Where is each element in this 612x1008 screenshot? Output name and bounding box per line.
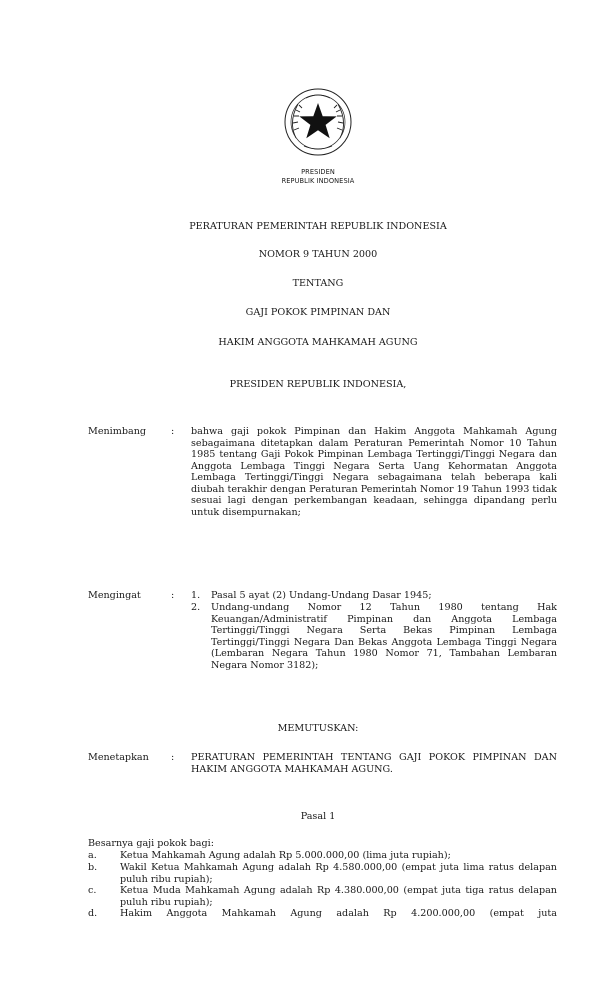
mengingat-item-2-text: Undang-undang Nomor 12 Tahun 1980 tentang Hak Keuangan/Administratif Pimpinan dan Anggota Lembaga Tertinggi/Tinggi Negara Serta Bekas Pimpinan Lembaga Tertinggi/Tinggi Negara Dan Bekas Anggota Lembaga Tinggi Negara (Lembaran Negara Tahun 1980 Nomor 71, Tambahan Lembaran Negara Nomor 3182); xyxy=(211,602,557,671)
title-line-4: GAJI POKOK PIMPINAN DAN xyxy=(245,307,391,318)
mengingat-item-2-marker: 2. xyxy=(191,602,201,613)
title-line-2: NOMOR 9 TAHUN 2000 xyxy=(258,249,378,260)
pasal-1-item-b-marker: b. xyxy=(88,862,98,873)
menimbang-label: Menimbang xyxy=(88,426,147,437)
pasal-1-item-d-text: Hakim Anggota Mahkamah Agung adalah Rp 4.200.000,00 (empat juta xyxy=(120,908,557,919)
mengingat-item-1-marker: 1. xyxy=(191,590,201,601)
menetapkan-label: Menetapkan xyxy=(88,752,149,763)
mengingat-colon: : xyxy=(171,590,175,601)
pasal-1-intro: Besarnya gaji pokok bagi: xyxy=(88,838,214,849)
pasal-1-item-c-marker: c. xyxy=(88,885,97,896)
pasal-1-item-a-text: Ketua Mahkamah Agung adalah Rp 5.000.000,00 (lima juta rupiah); xyxy=(120,850,451,861)
mengingat-label: Mengingat xyxy=(88,590,141,601)
title-line-6: PRESIDEN REPUBLIK INDONESIA, xyxy=(229,379,407,390)
title-line-1: PERATURAN PEMERINTAH REPUBLIK INDONESIA xyxy=(189,221,447,232)
pasal-1-heading: Pasal 1 xyxy=(300,811,336,822)
menimbang-colon: : xyxy=(171,426,175,437)
title-line-3: TENTANG xyxy=(292,278,344,289)
pasal-1-item-d-marker: d. xyxy=(88,908,98,919)
garuda-star-emblem-icon xyxy=(282,86,354,158)
menetapkan-colon: : xyxy=(171,752,175,763)
pasal-1-item-a-marker: a. xyxy=(88,850,97,861)
header-line-presiden: PRESIDEN xyxy=(301,168,335,176)
pasal-1-item-c-text: Ketua Muda Mahkamah Agung adalah Rp 4.380.000,00 (empat juta tiga ratus delapan puluh ribu rupiah); xyxy=(120,885,557,908)
title-line-5: HAKIM ANGGOTA MAHKAMAH AGUNG xyxy=(218,337,418,348)
menimbang-text: bahwa gaji pokok Pimpinan dan Hakim Anggota Mahkamah Agung sebagaimana ditetapkan dalam Peraturan Pemerintah Nomor 10 Tahun 1985 tentang Gaji Pokok Pimpinan Lembaga Tertinggi/Tinggi Negara dan Anggota Lembaga Tinggi Negara Serta Uang Kehormatan Anggota Lembaga Tertinggi/Tinggi Negara sebagaimana telah beberapa kali diubah terakhir dengan Peraturan Pemerintah Nomor 19 Tahun 1993 tidak sesuai lagi dengan perkembangan keadaan, sehingga dipandang perlu untuk disempurnakan; xyxy=(191,426,557,518)
memutuskan-heading: MEMUTUSKAN: xyxy=(277,723,359,734)
mengingat-item-1-text: Pasal 5 ayat (2) Undang-Undang Dasar 1945; xyxy=(211,590,432,601)
pasal-1-item-b-text: Wakil Ketua Mahkamah Agung adalah Rp 4.580.000,00 (empat juta lima ratus delapan puluh ribu rupiah); xyxy=(120,862,557,885)
menetapkan-text: PERATURAN PEMERINTAH TENTANG GAJI POKOK PIMPINAN DAN HAKIM ANGGOTA MAHKAMAH AGUNG. xyxy=(191,752,557,775)
header-line-republik: REPUBLIK INDONESIA xyxy=(281,177,355,185)
